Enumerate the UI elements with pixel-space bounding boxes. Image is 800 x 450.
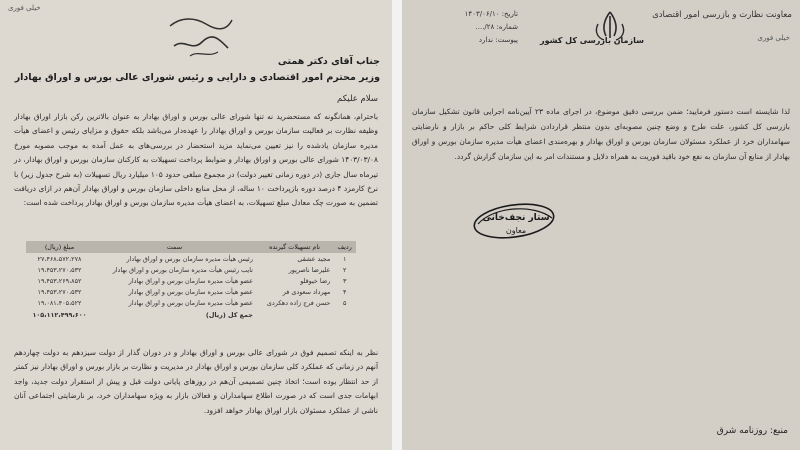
source-credit: منبع: روزنامه شرق	[716, 426, 788, 436]
recipient-name: مجید عشقی	[297, 254, 331, 263]
number-value: ۲۸/....	[475, 23, 495, 31]
total-amount: ۱۰۵،۱۱۲،۴۹۹،۶۰۰	[32, 310, 87, 319]
body-paragraph-2: نظر به اینکه تصمیم فوق در شورای عالی بورس و اوراق بهادار و در دوران گذار از دولت سیزدهم به دولت چهاردهم آنهم در زمانی که عملکرد کلی سازمان بورس و اوراق بهادار در مدیریت و نظارت بر بازار بورس و اوراق بهادار نیز کمتر از حد انتظار بوده است؛ اتخاذ چنین تصمیمی آن‌هم در روزهای پایانی دولت قبل و پیش از استقرار دولت جدید، واجد ابهامات جدی است که در صورت اطلاع سهامداران و فعالان بازار به ویژه سهامداران خرد، بر نارضایتی اجتماعی آنان ناشی از عملکرد مسئولان بازار اوراق بهادار خواهد افزود.	[14, 348, 378, 415]
loan-amount: ۱۹،۴۵۳،۲۷۰،۵۳۲	[37, 265, 82, 274]
row-number: ۲	[342, 265, 347, 274]
body-paragraph-3: لذا شایسته است دستور فرمایید؛ ضمن بررسی دقیق موضوع، در اجرای ماده ۲۳ آیین‌نامه اجرایی قانون تشکیل سازمان بازرسی کل کشور، علت طرح و وضع چنین مصوبه‌ای بدون منتظر قراردادن شرایط کلی حاکم بر بازار و نارضایتی سهامداران خرد از عملکرد مسئولان سازمان بورس و اوراق بهادار و بهره‌مندی اعضای هیأت مدیره سازمان بورس و اوراق بهادار از منابع آن سازمان به نفع خود باقید فوریت به همراه دلایل و مستندات امر به این سازمان گزارش گردد.	[412, 107, 790, 161]
table-total-row	[26, 309, 356, 320]
table-header-row	[26, 241, 356, 253]
row-number: ۱	[342, 254, 347, 263]
signature-title: معاون	[505, 226, 527, 235]
column-header: سمت	[93, 241, 256, 253]
signature-name: ستار نجف‌خانی	[482, 213, 550, 223]
table-row	[26, 287, 356, 298]
attachment-value: ندارد	[478, 36, 493, 44]
recipient-name: مهرداد سعودی فر	[282, 288, 331, 297]
row-number: ۴	[342, 288, 347, 297]
recipient-post: عضو هیأت مدیره سازمان بورس و اوراق بهادار	[128, 299, 253, 308]
column-header: نام تسهیلات گیرنده	[256, 241, 333, 253]
salutation: سلام علیکم	[337, 94, 378, 104]
organization-name: سازمان بازرسی کل کشور	[539, 36, 644, 45]
signature-stamp-icon	[464, 196, 564, 246]
column-header: مبلغ (ریال)	[26, 241, 93, 253]
recipient-post: عضو هیأت مدیره سازمان بورس و اوراق بهادار	[128, 288, 253, 297]
recipient-post: نایب رئیس هیأت مدیره سازمان بورس و اوراق بهادار	[112, 265, 253, 274]
row-number: ۳	[342, 276, 347, 285]
addressee-name: جناب آقای دکتر همتی	[277, 56, 380, 67]
recipient-name: علیرضا ناصرپور	[288, 265, 331, 274]
letter-page-right	[402, 0, 800, 450]
loan-table	[26, 241, 356, 320]
recipient-name: حسن فرج زاده دهکردی	[266, 299, 331, 308]
recipient-name: رضا خیوقلو	[300, 276, 331, 285]
number-label: شماره:	[496, 23, 518, 31]
recipient-post: رئیس هیأت مدیره سازمان بورس و اوراق بهادار	[126, 254, 253, 263]
loan-amount: ۱۹،۴۵۳،۲۷۰،۵۳۲	[37, 288, 82, 297]
letter-page-left	[0, 0, 392, 450]
classification-label: خیلی فوری	[757, 34, 790, 42]
loan-amount: ۱۹،۴۵۳،۲۶۹،۸۵۲	[37, 276, 82, 285]
loan-amount: ۱۹،۰۸۱،۴۰۵،۵۲۲	[37, 299, 82, 308]
table-row	[26, 264, 356, 275]
state-emblem-icon	[580, 6, 640, 56]
classification-label: خیلی فوری	[8, 4, 41, 12]
recipient-post: عضو هیأت مدیره سازمان بورس و اوراق بهادار	[128, 276, 253, 285]
letter-meta	[408, 8, 518, 47]
table-row	[26, 275, 356, 286]
table-row	[26, 298, 356, 309]
total-label: جمع کل (ریال)	[205, 310, 253, 319]
row-number: ۵	[342, 299, 347, 308]
column-header: ردیف	[333, 241, 356, 253]
date-value: ۱۴۰۳/۰۶/۱۰	[464, 10, 500, 18]
addressee-title: وزیر محترم امور اقتصادی و دارایی و رئیس شورای عالی بورس و اوراق بهادار	[14, 72, 380, 83]
table-row	[26, 253, 356, 264]
attachment-label: پیوست:	[495, 36, 518, 44]
page-gutter	[392, 0, 402, 450]
issuing-office: معاونت نظارت و بازرسی امور اقتصادی	[652, 10, 792, 20]
date-label: تاریخ:	[501, 10, 518, 18]
loan-amount: ۲۷،۴۶۸،۵۷۲،۲۷۸	[37, 254, 82, 263]
body-paragraph-1: باحترام، همانگونه که مستحضرید نه تنها شورای عالی بورس و اوراق بهادار به عنوان بالاترین رکن بازار اوراق بهادار وظیفه نظارت بر فعالیت سازمان بورس و اوراق بهادار را عهده‌دار می‌باشد بلکه حقوق و مزایای رئیس و اعضای هیأت مدیره سازمان یادشده را نیز تعیین می‌نماید مزید استحضار در بررسی‌های به عمل آمده به موجب مصوبه مورخ ۱۴۰۳/۰۳/۰۸ شورای عالی بورس و اوراق بهادار و ضوابط پرداخت تسهیلات به کارکنان سازمان بورس و اوراق بهادار، در تیرماه سال جاری (در دوره زمانی تغییر دولت) در مجموع مبلغی حدود ۱۰۵ میلیارد ریال تسهیلات (به شرح جدول زیر) با نرخ کارمزد ۴ درصد دوره بازپرداخت ۱۰ ساله، از محل منابع داخلی سازمان بورس و اوراق بهادار آن‌هم در ازای دریافت تضمین به صورت چک معادل مبلغ تسهیلات، به اعضای هیأت مدیره سازمان بورس و اوراق بهادار پرداخت شده است:	[14, 112, 379, 208]
